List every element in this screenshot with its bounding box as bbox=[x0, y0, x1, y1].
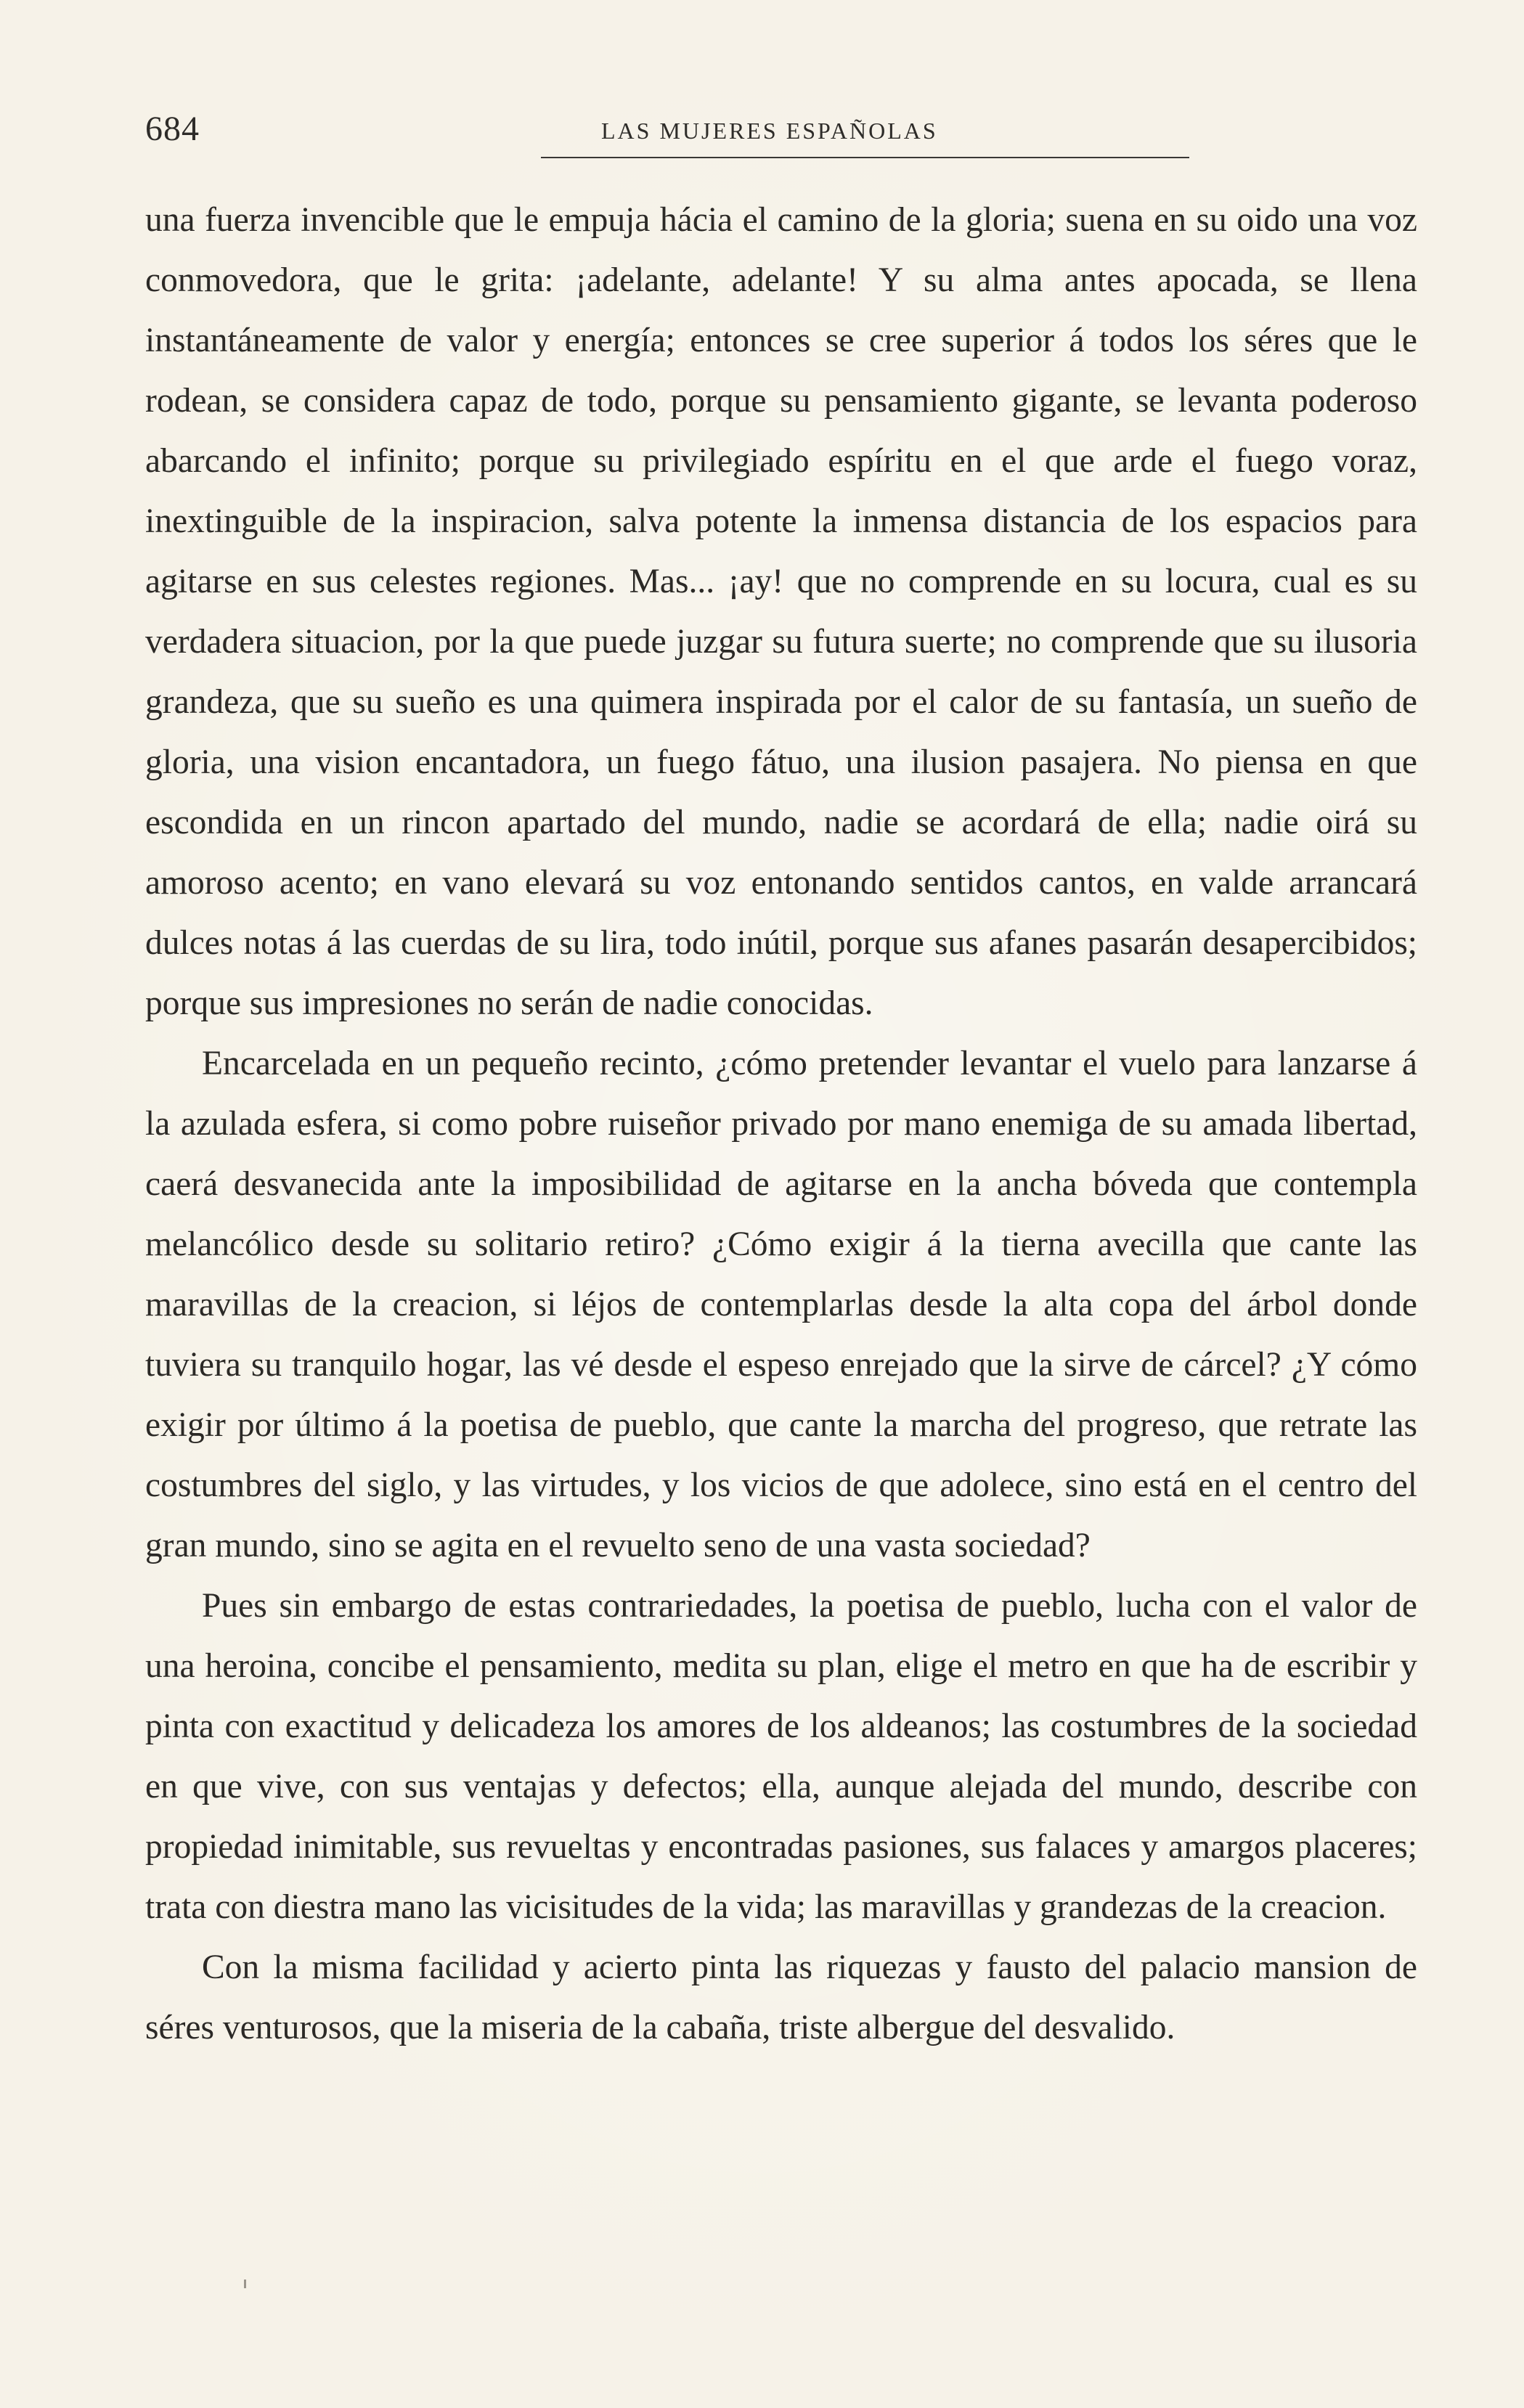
page-header bbox=[145, 109, 1423, 167]
paragraph-2: Encarcelada en un pequeño recinto, ¿cómo pretender levantar el vuelo para lanzarse á la azulada esfera, si como pobre ruiseñor privado por mano enemiga de su amada libertad, caerá desvanecida ante la imposibilidad de agitarse en la ancha bóveda que contempla melancólico desde su solitario retiro? ¿Cómo exigir á la tierna avecilla que cante las maravillas de la creacion, si léjos de contemplarlas desde la alta copa del árbol donde tuviera su tranquilo hogar, las vé desde el espeso enrejado que la sirve de cárcel? ¿Y cómo exigir por último á la poetisa de pueblo, que cante la marcha del progreso, que retrate las costumbres del siglo, y las virtudes, y los vicios de que adolece, sino está en el centro del gran mundo, sino se agita en el revuelto seno de una vasta sociedad? bbox=[145, 1045, 1417, 1564]
paragraph-1: una fuerza invencible que le empuja hácia el camino de la gloria; suena en su oido una voz conmovedora, que le grita: ¡adelante, adelante! Y su alma antes apocada, se llena instantáneamente de valor y energía; entonces se cree superior á todos los séres que le rodean, se considera capaz de todo, porque su pensamiento gigante, se levanta poderoso abarcando el infinito; porque su privilegiado espíritu en el que arde el fuego voraz, inextinguible de la inspiracion, salva potente la inmensa distancia de los espacios para agitarse en sus celestes regiones. Mas... ¡ay! que no comprende en su locura, cual es su verdadera situacion, por la que puede juzgar su futura suerte; no comprende que su ilusoria grandeza, que su sueño es una quimera inspirada por el calor de su fantasía, un sueño de gloria, una vision encantadora, un fuego fátuo, una ilusion pasajera. No piensa en que escondida en un rincon apartado del mundo, nadie se acordará de ella; nadie oirá su amoroso acento; en vano elevará su voz entonando sentidos cantos, en valde arrancará dulces notas á las cuerdas de su lira, todo inútil, porque sus afanes pasarán desapercibidos; porque sus impresiones no serán de nadie conocidas. bbox=[145, 201, 1417, 1022]
header-rule bbox=[541, 157, 1189, 158]
paper-speck bbox=[244, 2280, 246, 2288]
page-number: 684 bbox=[145, 110, 200, 148]
paragraph-4: Con la misma facilidad y acierto pinta las riquezas y fausto del palacio mansion de séres venturosos, que la miseria de la cabaña, triste albergue del desvalido. bbox=[145, 1948, 1417, 2046]
body-text bbox=[145, 190, 1417, 2058]
running-head: LAS MUJERES ESPAÑOLAS bbox=[601, 118, 938, 144]
paragraph-3: Pues sin embargo de estas contrariedades, la poetisa de pueblo, lucha con el valor de una heroina, concibe el pensamiento, medita su plan, elige el metro en que ha de escribir y pinta con exactitud y delicadeza los amores de los aldeanos; las costumbres de la sociedad en que vive, con sus ventajas y defectos; ella, aunque alejada del mundo, describe con propiedad inimitable, sus revueltas y encontradas pasiones, sus falaces y amargos placeres; trata con diestra mano las vicisitudes de la vida; las maravillas y grandezas de la creacion. bbox=[145, 1587, 1417, 1926]
